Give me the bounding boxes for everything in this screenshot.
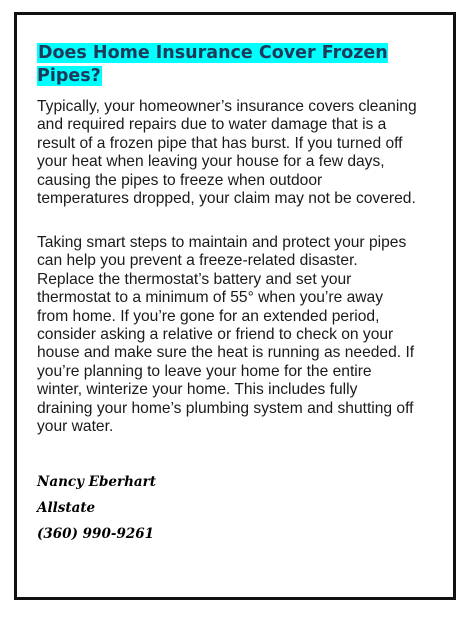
document-title bbox=[37, 42, 412, 88]
title-highlight: Does Home Insurance Cover Frozen Pipes? bbox=[37, 43, 388, 86]
signature-phone: (360) 990-9261 bbox=[37, 526, 155, 542]
paragraph-1: Typically, your homeowner’s insurance covers cleaning and required repairs due to water damage that is a result of a frozen pipe that has burst. If you turned off your heat when leaving your house for a few days, causing the pipes to freeze when outdoor temperatures dropped, your claim may not be covered. bbox=[37, 98, 417, 208]
signature-name: Nancy Eberhart bbox=[37, 474, 157, 490]
signature-company: Allstate bbox=[37, 500, 96, 516]
paragraph-2: Taking smart steps to maintain and protect your pipes can help you prevent a freeze-related disaster. Replace the thermostat’s battery and set your thermostat to a minimum of 55° when you’re away from home. If you’re gone for an extended period, consider asking a relative or friend to check on your house and make sure the heat is running as needed. If you’re planning to leave your home for the entire winter, winterize your home. This includes fully draining your home’s plumbing system and shutting off your water. bbox=[37, 234, 415, 436]
